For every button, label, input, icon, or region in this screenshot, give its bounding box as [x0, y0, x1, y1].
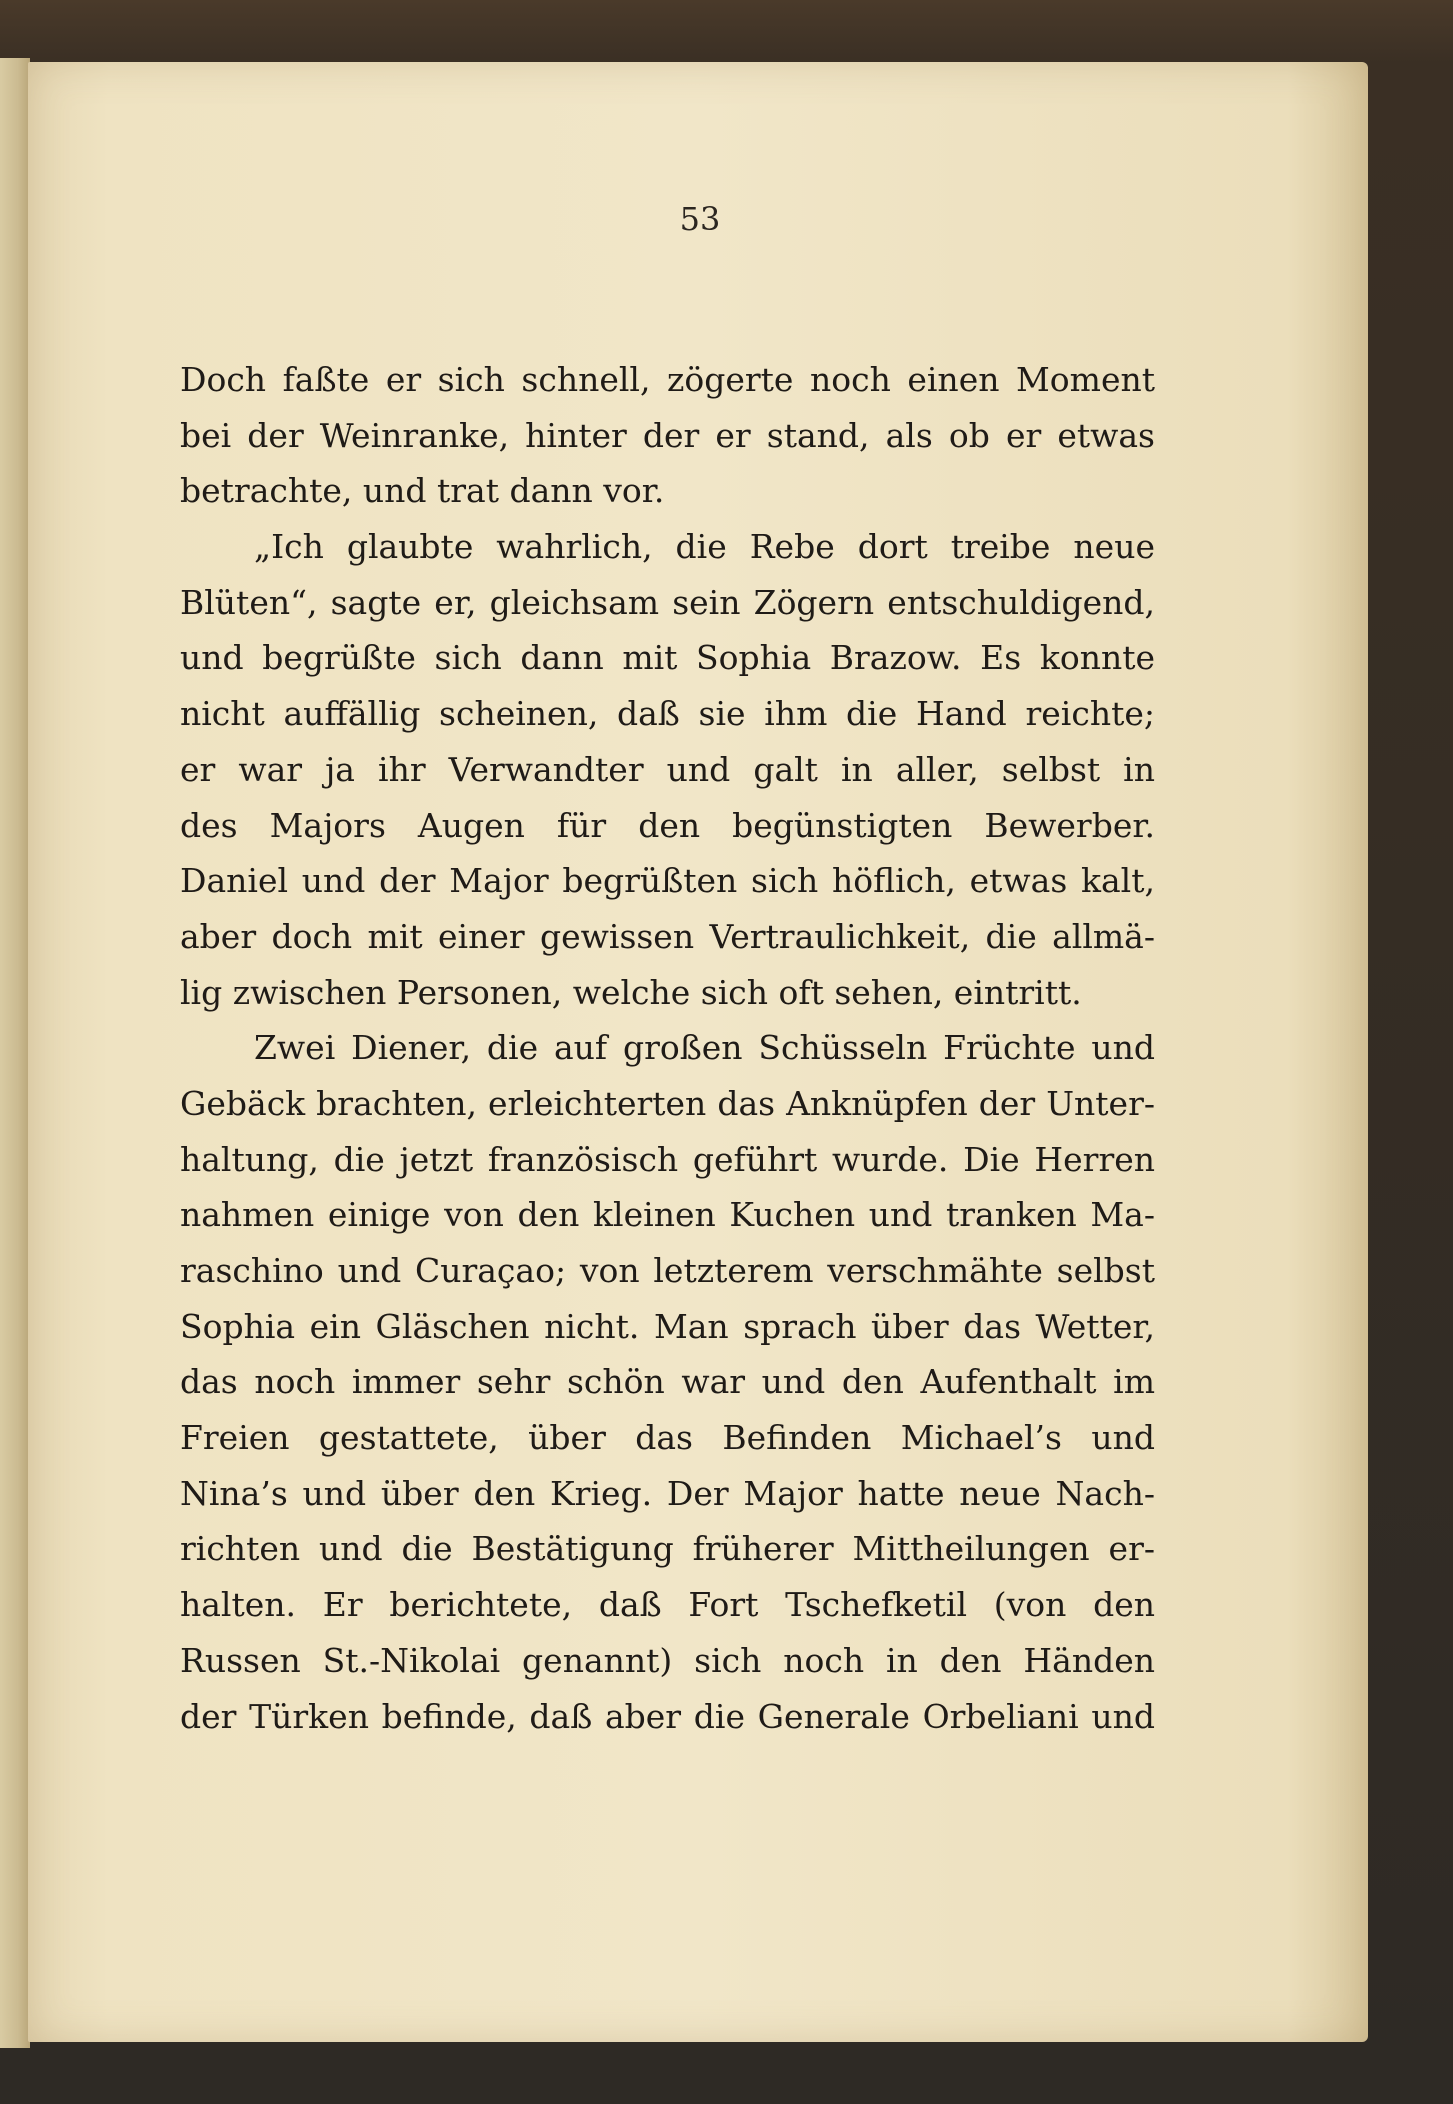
text-line: Daniel und der Major begrüßten sich höflich, etwas kalt, — [180, 861, 1155, 901]
text-line: richten und die Bestätigung früherer Mittheilungen er- — [180, 1529, 1155, 1569]
page-number: 53 — [679, 200, 721, 238]
previous-page-edge — [0, 58, 30, 2048]
text-line: und begrüßte sich dann mit Sophia Brazow. Es konnte — [180, 638, 1155, 678]
text-line: aber doch mit einer gewissen Vertraulichkeit, die allmä- — [180, 916, 1155, 956]
page-text — [180, 352, 1155, 1852]
text-line: Zwei Diener, die auf großen Schüsseln Früchte und — [254, 1028, 1155, 1068]
text-line: Freien gestattete, über das Befinden Michael’s und — [180, 1418, 1155, 1458]
text-line: bei der Weinranke, hinter der er stand, als ob er etwas — [180, 415, 1155, 455]
text-line: Sophia ein Gläschen nicht. Man sprach über das Wetter, — [180, 1306, 1155, 1346]
text-line: raschino und Curaçao; von letzterem verschmähte selbst — [180, 1251, 1155, 1290]
text-line: er war ja ihr Verwandter und galt in aller, selbst in — [180, 749, 1155, 789]
text-line: Gebäck brachten, erleichterten das Anknüpfen der Unter- — [180, 1083, 1155, 1123]
text-line: der Türken befinde, daß aber die Generale Orbeliani und — [180, 1696, 1155, 1736]
text-line: lig zwischen Personen, welche sich oft sehen, eintritt. — [180, 972, 1082, 1012]
text-line: das noch immer sehr schön war und den Aufenthalt im — [180, 1362, 1155, 1402]
text-line: Russen St.-Nikolai genannt) sich noch in den Händen — [180, 1640, 1155, 1680]
text-line: „Ich glaubte wahrlich, die Rebe dort treibe neue — [254, 527, 1155, 567]
text-line: nicht auffällig scheinen, daß sie ihm die Hand reichte; — [180, 694, 1155, 734]
text-line: Nina’s und über den Krieg. Der Major hatte neue Nach- — [180, 1473, 1155, 1513]
text-line: Doch faßte er sich schnell, zögerte noch einen Moment — [180, 360, 1155, 399]
text-line: des Majors Augen für den begünstigten Bewerber. — [180, 805, 1155, 845]
text-line: Blüten“, sagte er, gleichsam sein Zögern entschuldigend, — [180, 582, 1155, 622]
text-line: nahmen einige von den kleinen Kuchen und tranken Ma- — [180, 1195, 1155, 1235]
text-line: betrachte, und trat dann vor. — [180, 471, 665, 511]
text-line: haltung, die jetzt französisch geführt wurde. Die Herren — [180, 1139, 1155, 1179]
text-line: halten. Er berichtete, daß Fort Tschefketil (von den — [180, 1585, 1155, 1625]
